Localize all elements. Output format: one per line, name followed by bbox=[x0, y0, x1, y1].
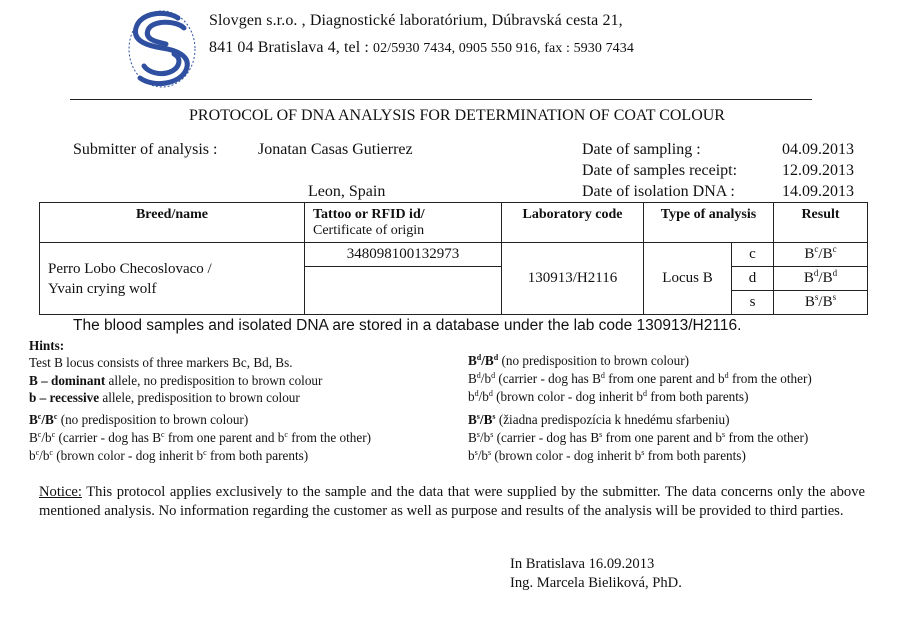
header-tattoo-sub: Certificate of origin bbox=[313, 223, 425, 238]
header-tattoo-main: Tattoo or RFID id/ bbox=[313, 207, 425, 222]
header-result: Result bbox=[774, 203, 868, 243]
hint-d1: $B^d/B^d$ (no predisposition to brown colour) bbox=[468, 353, 689, 368]
result-s: $B^s/B^s$ bbox=[774, 291, 868, 315]
header-tattoo bbox=[305, 203, 502, 243]
hint-d3: $b^d/b^d$ (brown color - dog inherit $b^d$ from both parents) bbox=[468, 389, 749, 404]
header-breed: Breed/name bbox=[40, 203, 305, 243]
marker-d: d bbox=[732, 267, 774, 291]
hint-d2: $B^d/b^d$ (carrier - dog has $B^d$ from one parent and $b^d$ from the other) bbox=[468, 371, 812, 386]
slovgen-logo bbox=[126, 8, 198, 90]
hint-s3: $b^s/b^s$ (brown color - dog inherit $b^s$ from both parents) bbox=[468, 448, 746, 463]
date-isolation-label: Date of isolation DNA : bbox=[582, 183, 735, 200]
hint-s1: $B^s/B^s$ (žiadna predispozícia k hnedému sfarbeniu) bbox=[468, 412, 730, 427]
hint-intro: Test B locus consists of three markers Bc, Bd, Bs. bbox=[29, 355, 293, 370]
marker-c: c bbox=[732, 243, 774, 267]
notice-text: This protocol applies exclusively to the sample and the data that were supplied by the submitter. The data concerns only the above mentioned analysis. No information regarding the customer as well as purpose and results of the analysis will be provided to third parties. bbox=[39, 484, 865, 519]
header-rule bbox=[70, 99, 812, 100]
signature-place-date: In Bratislava 16.09.2013 bbox=[510, 556, 655, 572]
date-receipt-label: Date of samples receipt: bbox=[582, 162, 738, 179]
breed-line-2: Yvain crying wolf bbox=[48, 280, 157, 297]
breed-cell bbox=[40, 243, 305, 315]
marker-s: s bbox=[732, 291, 774, 315]
date-isolation-value: 14.09.2013 bbox=[782, 183, 854, 200]
header-lab-code: Laboratory code bbox=[502, 203, 644, 243]
notice-label: Notice: bbox=[39, 484, 82, 500]
rfid-empty-cell bbox=[305, 267, 502, 315]
header-type: Type of analysis bbox=[644, 203, 774, 243]
hints-title: Hints: bbox=[29, 338, 65, 353]
submitter-label: Submitter of analysis : bbox=[73, 141, 218, 158]
address-line bbox=[209, 39, 634, 57]
rfid-cell: 348098100132973 bbox=[305, 243, 502, 267]
address-prefix: 841 04 Bratislava 4, tel : bbox=[209, 39, 369, 56]
submitter-location: Leon, Spain bbox=[308, 183, 386, 200]
date-sampling-value: 04.09.2013 bbox=[782, 141, 854, 158]
hint-recessive: b – recessive allele, predisposition to brown colour bbox=[29, 390, 300, 405]
hint-dominant: B – dominant allele, no predisposition to brown colour bbox=[29, 373, 323, 388]
signature-name: Ing. Marcela Bieliková, PhD. bbox=[510, 575, 682, 591]
result-d: $B^d/B^d$ bbox=[774, 267, 868, 291]
hint-s2: $B^s/b^s$ (carrier - dog has $B^s$ from one parent and $b^s$ from the other) bbox=[468, 430, 809, 445]
storage-note: The blood samples and isolated DNA are stored in a database under the lab code 130913/H2116. bbox=[73, 317, 742, 334]
hint-c1: $B^c/B^c$ (no predisposition to brown colour) bbox=[29, 412, 249, 427]
notice-paragraph bbox=[39, 483, 865, 521]
document-title: PROTOCOL OF DNA ANALYSIS FOR DETERMINATION OF COAT COLOUR bbox=[189, 107, 725, 124]
hint-c2: $B^c/b^c$ (carrier - dog has $B^c$ from one parent and $b^c$ from the other) bbox=[29, 430, 372, 445]
type-cell: Locus B bbox=[644, 243, 732, 315]
date-sampling-label: Date of sampling : bbox=[582, 141, 701, 158]
contacts: 02/5930 7434, 0905 550 916, fax : 5930 7434 bbox=[373, 41, 634, 56]
date-receipt-value: 12.09.2013 bbox=[782, 162, 854, 179]
submitter-name: Jonatan Casas Gutierrez bbox=[258, 141, 413, 158]
hint-c3: $b^c/b^c$ (brown color - dog inherit $b^c$ from both parents) bbox=[29, 448, 309, 463]
lab-code-cell: 130913/H2116 bbox=[502, 243, 644, 315]
result-c: $B^c/B^c$ bbox=[774, 243, 868, 267]
company-line: Slovgen s.r.o. , Diagnostické laboratórium, Dúbravská cesta 21, bbox=[209, 12, 623, 29]
results-table bbox=[39, 202, 868, 315]
breed-line-1: Perro Lobo Checoslovaco / bbox=[48, 260, 212, 277]
